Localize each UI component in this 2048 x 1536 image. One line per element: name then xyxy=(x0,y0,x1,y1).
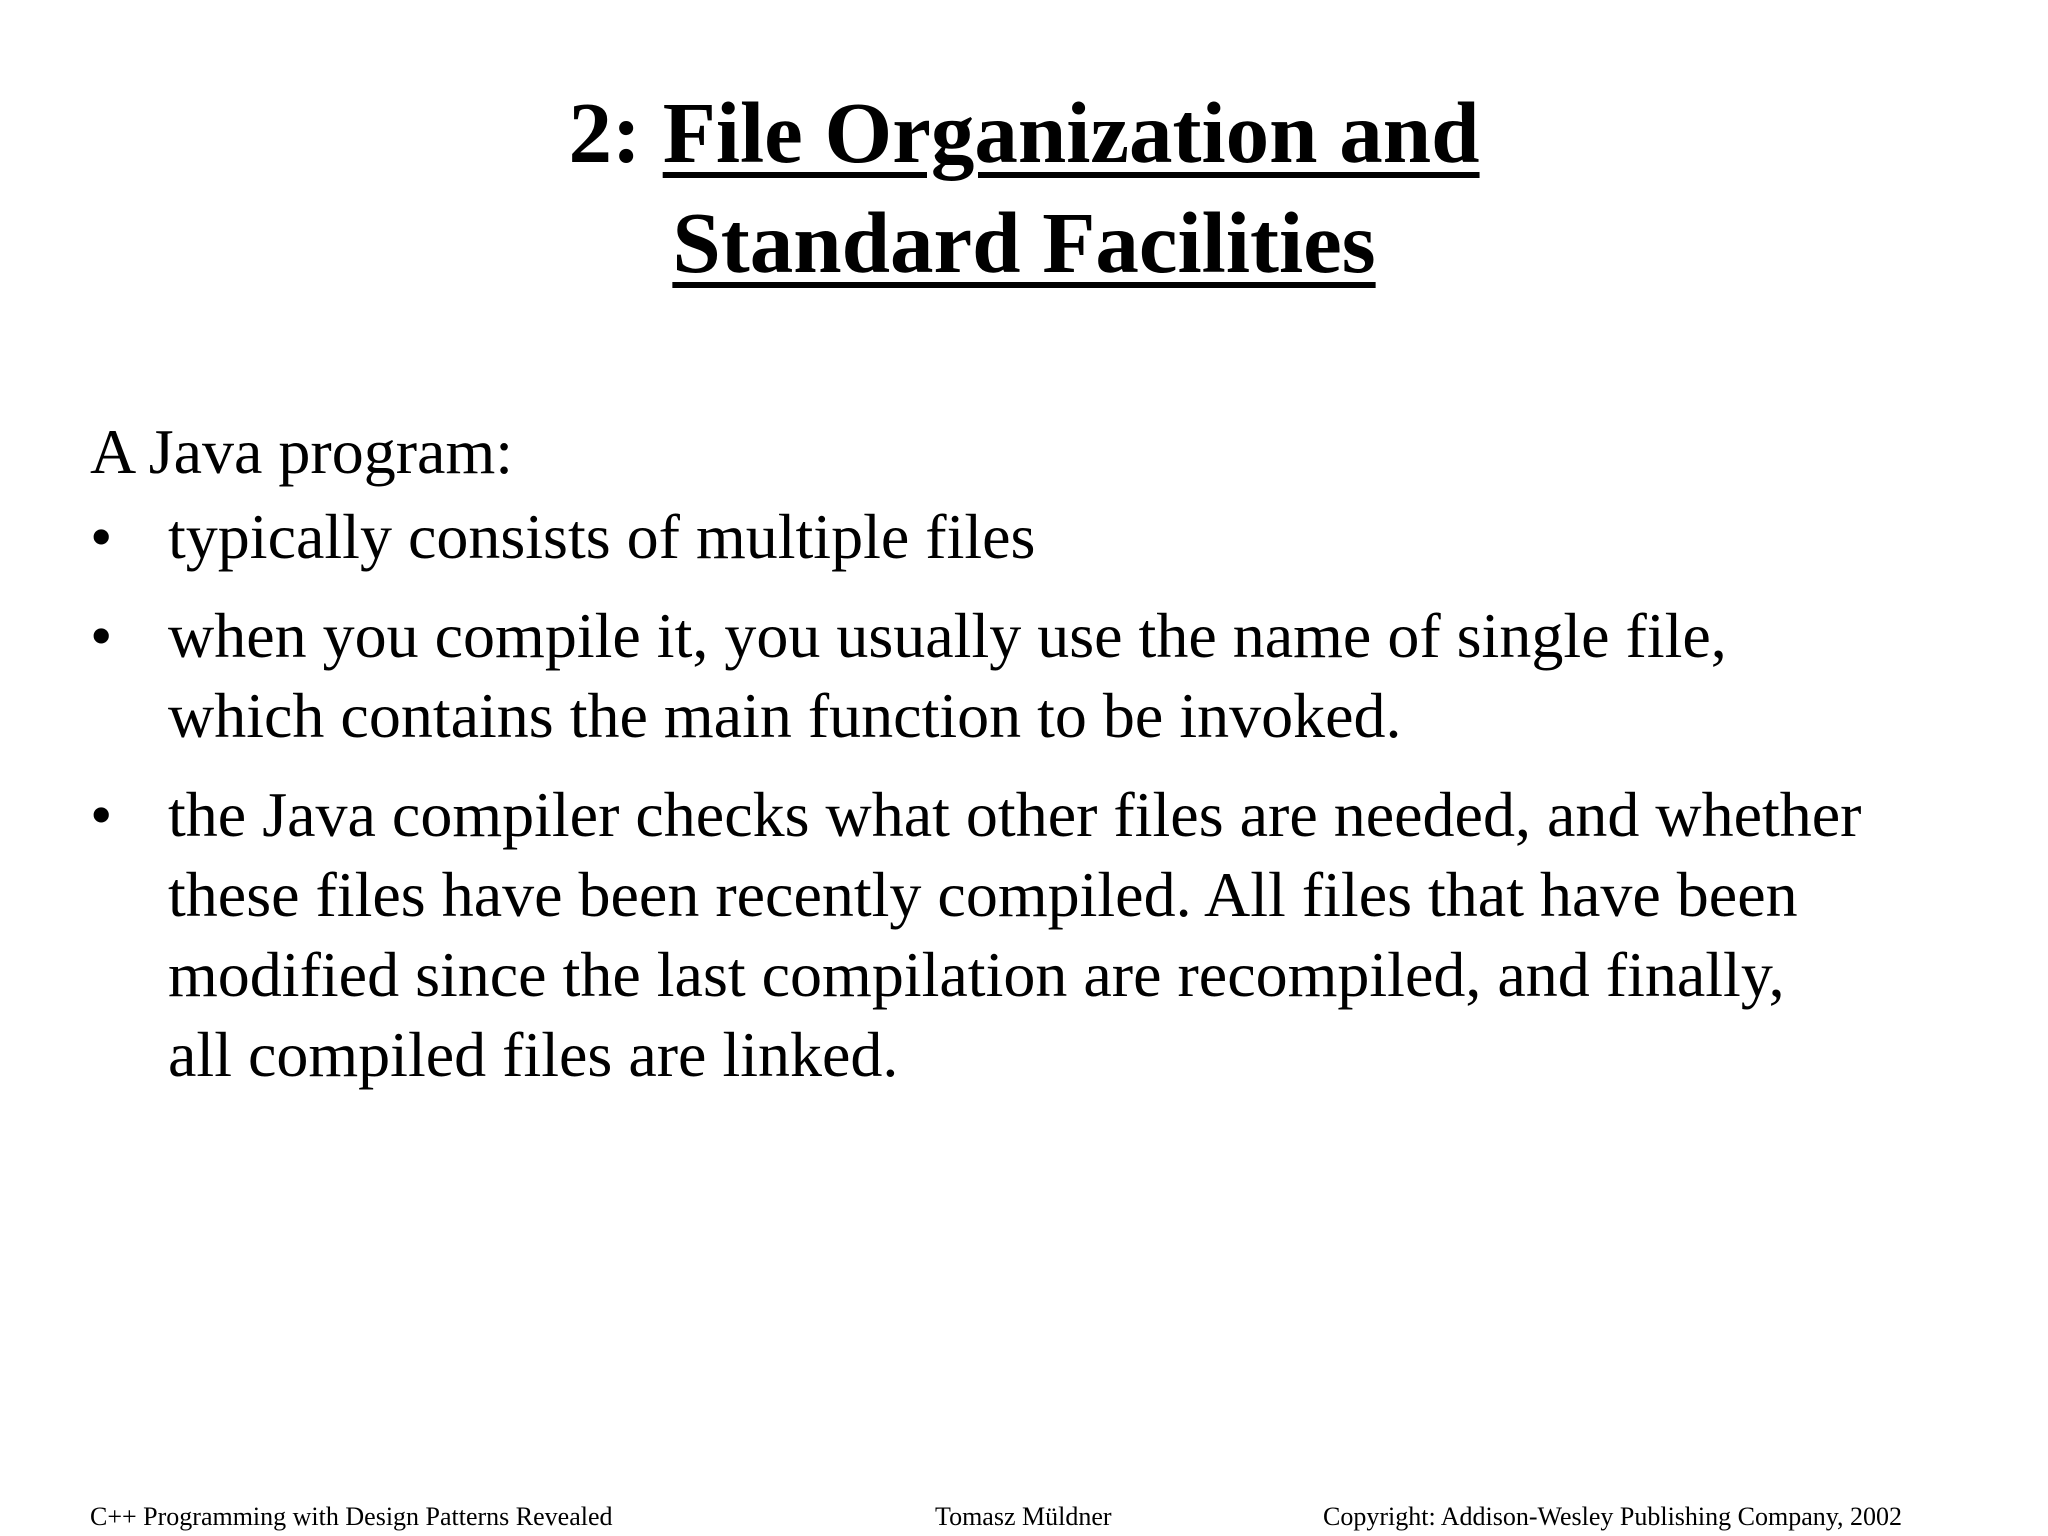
bullet-item xyxy=(90,497,2030,577)
bullet-line: modified since the last compilation are recompiled, and finally, xyxy=(168,939,1785,1010)
bullet-line: all compiled files are linked. xyxy=(168,1019,899,1090)
bullet-item xyxy=(90,596,2030,756)
bullet-icon: • xyxy=(90,501,113,572)
title-line-2: Standard Facilities xyxy=(672,194,1376,291)
bullet-line: when you compile it, you usually use the name of single file, xyxy=(168,600,1727,671)
bullet-line: which contains the main function to be invoked. xyxy=(168,680,1402,751)
footer-book-title: C++ Programming with Design Patterns Revealed xyxy=(90,1502,613,1531)
bullet-line: typically consists of multiple files xyxy=(168,501,1036,572)
bullet-list xyxy=(90,497,2030,1114)
bullet-icon: • xyxy=(90,779,113,850)
footer-copyright: Copyright: Addison-Wesley Publishing Company, 2002 xyxy=(1323,1502,1903,1531)
bullet-item xyxy=(90,775,2030,1095)
bullet-line: these files have been recently compiled. All files that have been xyxy=(168,859,1798,930)
title-line-1: File Organization and xyxy=(662,84,1480,181)
intro-text: A Java program: xyxy=(90,416,513,487)
slide-title xyxy=(0,78,2048,298)
bullet-line: the Java compiler checks what other files are needed, and whether xyxy=(168,779,1862,850)
bullet-icon: • xyxy=(90,600,113,671)
title-prefix: 2: xyxy=(568,84,663,181)
footer-author: Tomasz Müldner xyxy=(935,1502,1112,1531)
